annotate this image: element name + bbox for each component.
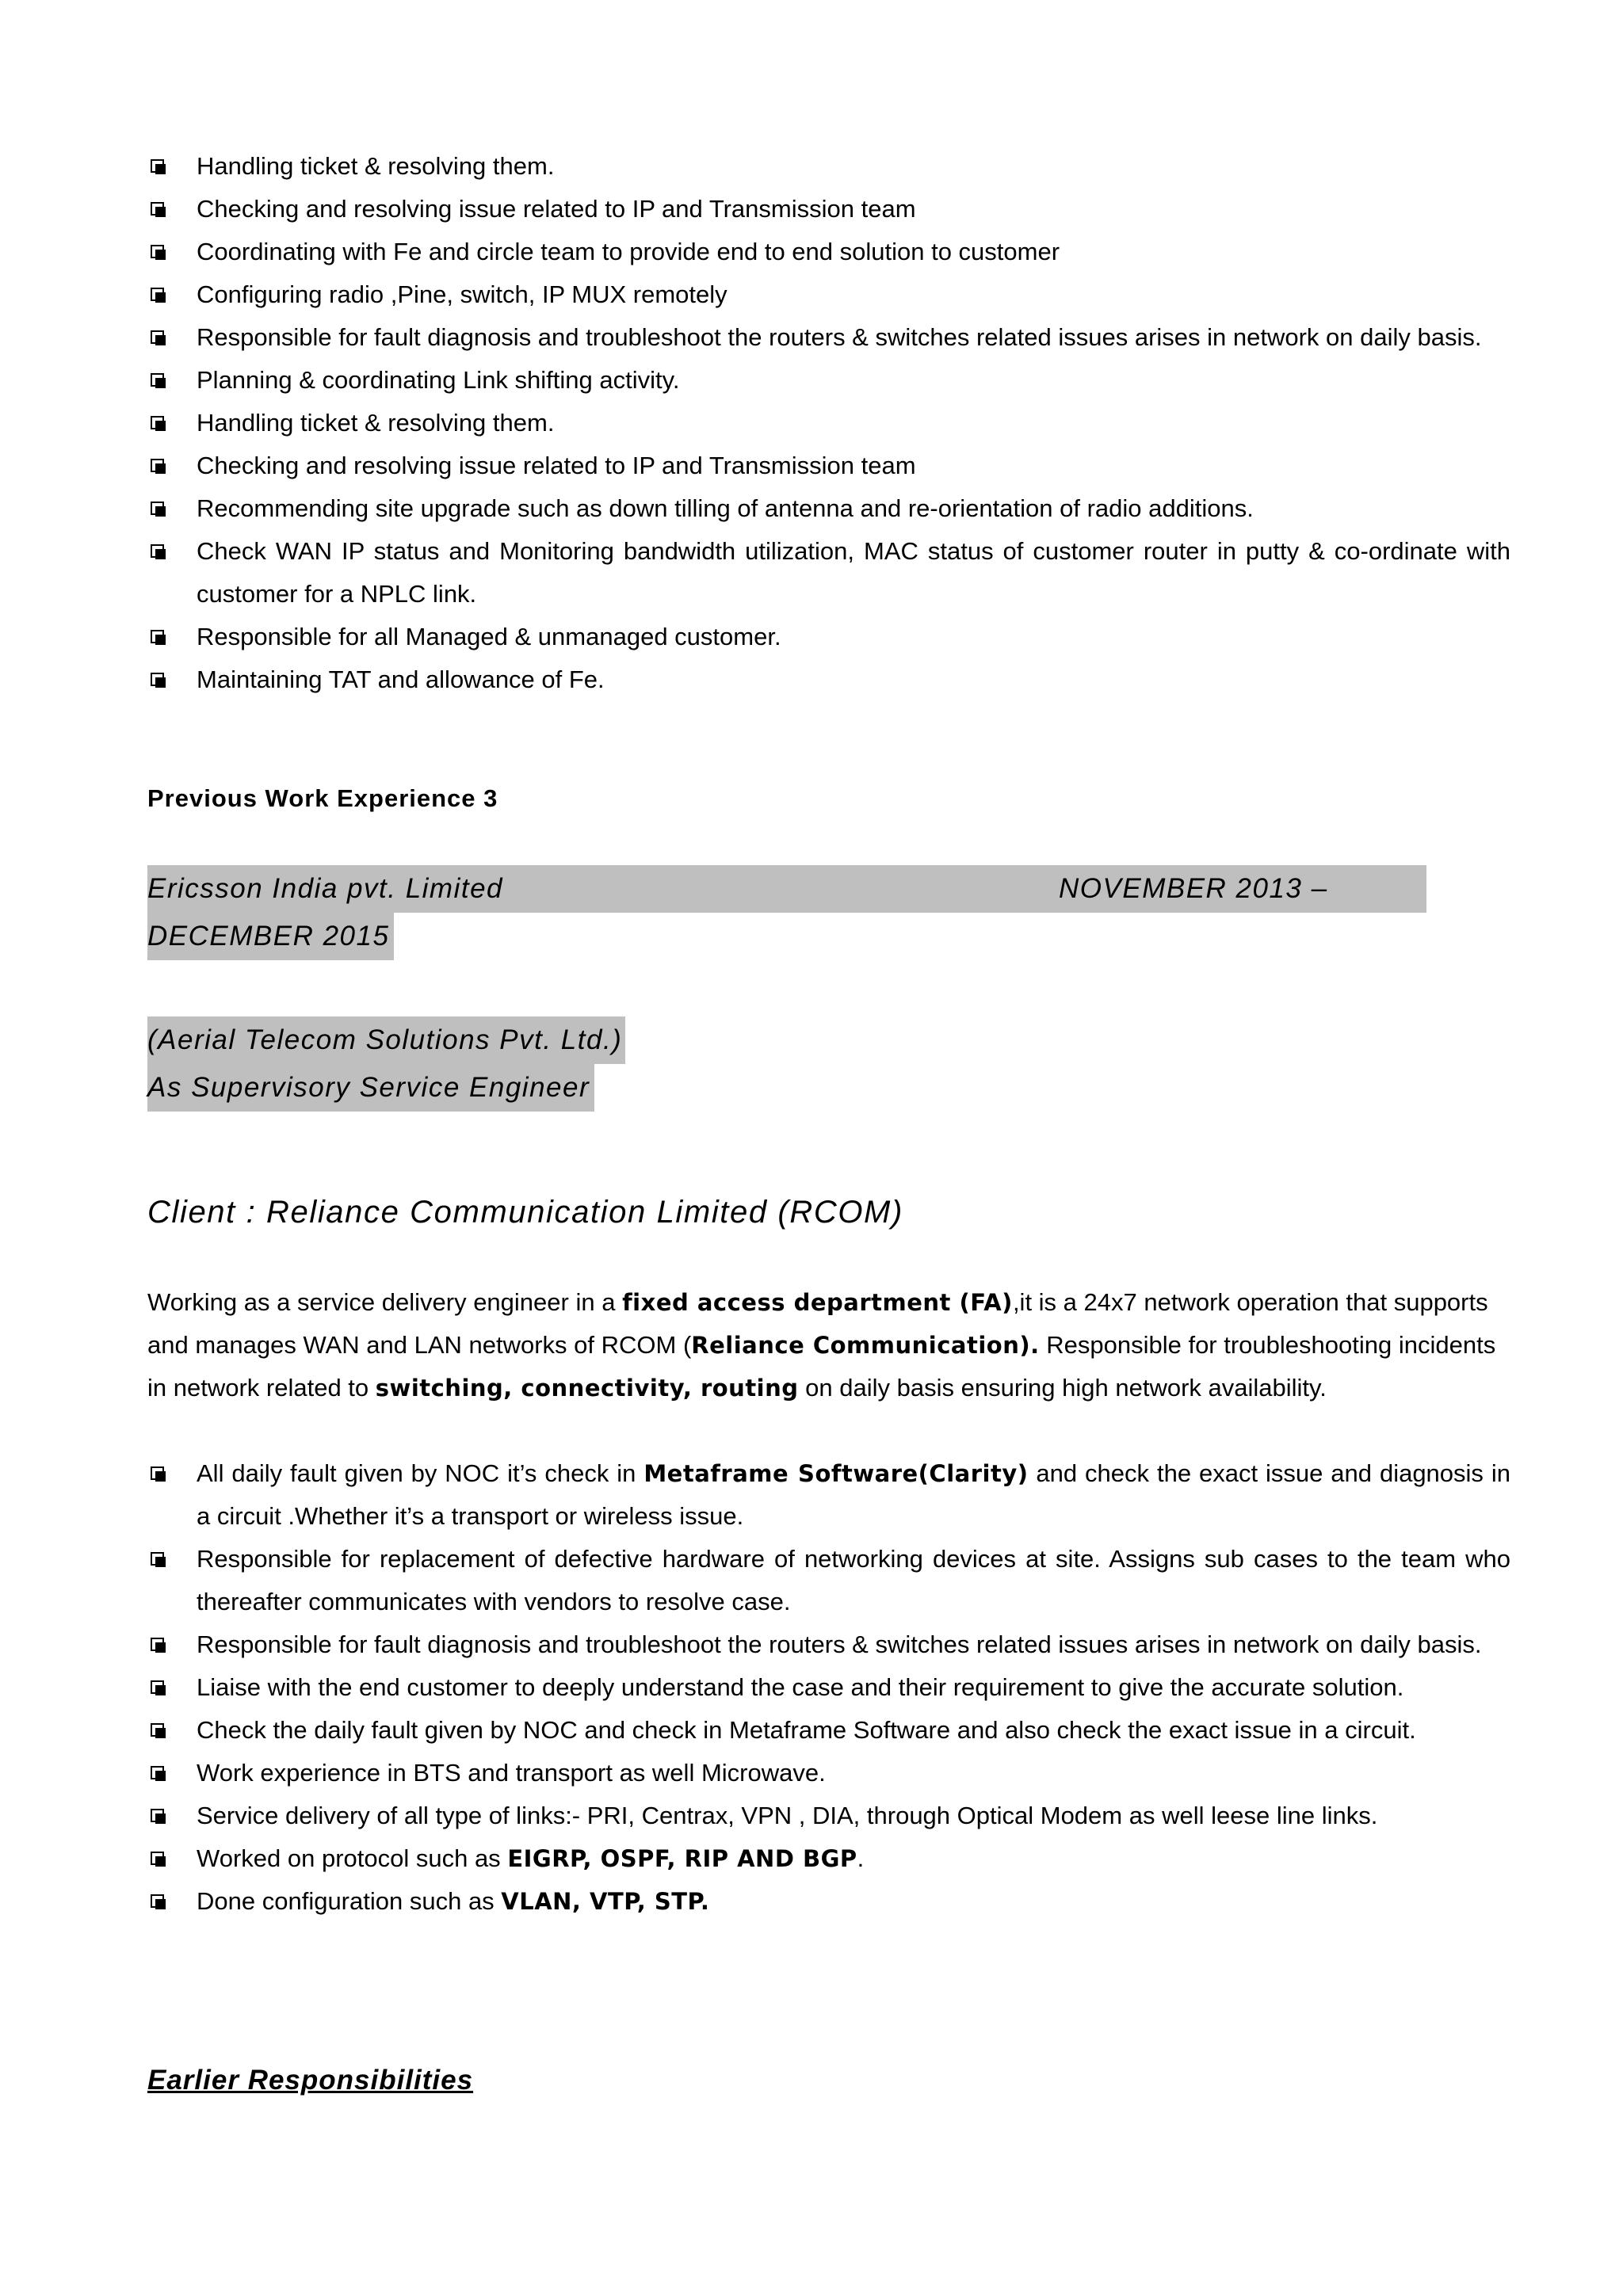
bullet-box-icon: [151, 1723, 164, 1737]
bullet-box-icon: [151, 330, 164, 344]
employer-company: Ericsson India pvt. Limited: [147, 873, 504, 904]
list-item: All daily fault given by NOC it’s check in Metaframe Software(Clarity) and check the exact issue and diagnosis in a circuit .Whether it’s a transport or wireless issue.: [147, 1452, 1510, 1538]
list-item: Responsible for fault diagnosis and troubleshoot the routers & switches related issues arises in network on daily basis.: [147, 316, 1510, 359]
employer-start-date: NOVEMBER 2013 –: [1059, 873, 1328, 904]
bullet-box-icon: [151, 502, 164, 515]
list-item: Responsible for all Managed & unmanaged customer.: [147, 616, 1510, 658]
list-item: Handling ticket & resolving them.: [147, 402, 1510, 444]
bullet-box-icon: [151, 1766, 164, 1779]
client-line: Client : Reliance Communication Limited (RCOM): [147, 1195, 903, 1230]
employer-end-date: DECEMBER 2015: [147, 913, 394, 960]
responsibilities-list: [147, 145, 1510, 701]
list-item: Recommending site upgrade such as down tilling of antenna and re-orientation of radio additions.: [147, 487, 1510, 530]
bullet-box-icon: [151, 1466, 164, 1480]
employer-subsidiary: (Aerial Telecom Solutions Pvt. Ltd.): [147, 1016, 625, 1064]
bullet-box-icon: [151, 288, 164, 301]
bullet-box-icon: [151, 1852, 164, 1865]
rcom-duties-list: [147, 1452, 1510, 1923]
bullet-box-icon: [151, 630, 164, 643]
section-heading: Previous Work Experience 3: [147, 784, 498, 812]
intro-paragraph: Working as a service delivery engineer in a fixed access department (FA),it is a 24x7 network operation that supports and manages WAN and LAN networks of RCOM (Reliance Communication). Responsible for troubleshooting incidents in network related to switching, connectivity, routing on daily basis ensuring high network availability.: [147, 1288, 1496, 1402]
list-item: Work experience in BTS and transport as well Microwave.: [147, 1752, 1510, 1794]
list-item: Checking and resolving issue related to IP and Transmission team: [147, 188, 1510, 231]
employer-highlight-bar: [147, 865, 1426, 913]
bullet-box-icon: [151, 1809, 164, 1822]
bullet-box-icon: [151, 544, 164, 558]
bullet-box-icon: [151, 1680, 164, 1694]
bullet-box-icon: [151, 459, 164, 472]
bullet-box-icon: [151, 1894, 164, 1908]
list-item: Checking and resolving issue related to IP and Transmission team: [147, 444, 1510, 487]
list-item: Service delivery of all type of links:- PRI, Centrax, VPN , DIA, through Optical Modem as well leese line links.: [147, 1794, 1510, 1837]
list-item: Planning & coordinating Link shifting activity.: [147, 359, 1510, 402]
list-item: Coordinating with Fe and circle team to provide end to end solution to customer: [147, 231, 1510, 273]
list-item: Responsible for fault diagnosis and troubleshoot the routers & switches related issues arises in network on daily basis.: [147, 1623, 1510, 1666]
list-item: Configuring radio ,Pine, switch, IP MUX remotely: [147, 273, 1510, 316]
list-item: Maintaining TAT and allowance of Fe.: [147, 658, 1510, 701]
bullet-box-icon: [151, 1552, 164, 1566]
bullet-box-icon: [151, 673, 164, 686]
list-item: Liaise with the end customer to deeply understand the case and their requirement to give the accurate solution.: [147, 1666, 1510, 1709]
list-item: Handling ticket & resolving them.: [147, 145, 1510, 188]
job-title: As Supervisory Service Engineer: [147, 1064, 594, 1112]
bullet-box-icon: [151, 373, 164, 387]
bullet-box-icon: [151, 416, 164, 429]
list-item: Worked on protocol such as EIGRP, OSPF, RIP AND BGP.: [147, 1837, 1510, 1880]
earlier-responsibilities-heading: Earlier Responsibilities: [147, 2065, 474, 2096]
list-item: Check the daily fault given by NOC and check in Metaframe Software and also check the exact issue in a circuit.: [147, 1709, 1510, 1752]
bullet-box-icon: [151, 245, 164, 258]
list-item: Responsible for replacement of defective hardware of networking devices at site. Assigns sub cases to the team who thereafter communicates with vendors to resolve case.: [147, 1538, 1510, 1623]
bullet-box-icon: [151, 1638, 164, 1651]
bullet-box-icon: [151, 202, 164, 215]
list-item: Done configuration such as VLAN, VTP, STP.: [147, 1880, 1510, 1923]
list-item: Check WAN IP status and Monitoring bandwidth utilization, MAC status of customer router in putty & co-ordinate with customer for a NPLC link.: [147, 530, 1510, 616]
bullet-box-icon: [151, 159, 164, 173]
